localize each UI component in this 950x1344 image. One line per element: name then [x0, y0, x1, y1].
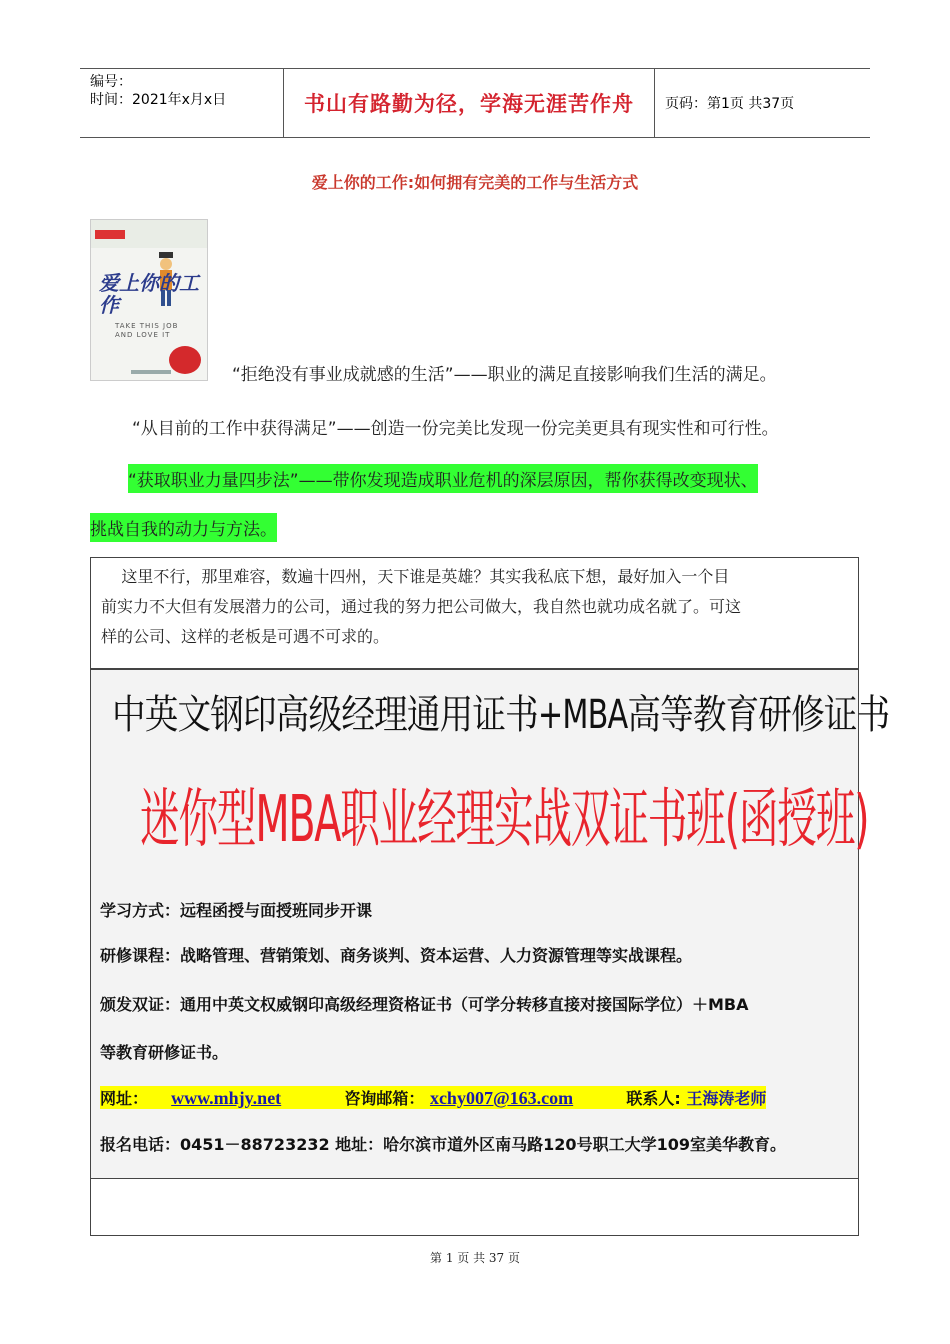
- document-title: 爱上你的工作:如何拥有完美的工作与生活方式: [311, 173, 639, 192]
- quote-text: [101, 562, 853, 652]
- certificate-line-1: 颁发双证：通用中英文权威钢印高级经理资格证书（可学分转移直接对接国际学位）＋MBA: [100, 995, 749, 1014]
- motto-text: 书山有路勤为径，学海无涯苦作舟: [304, 91, 634, 116]
- email-link[interactable]: xchy007@163.com: [429, 1088, 574, 1108]
- website-link[interactable]: www.mhjy.net: [171, 1088, 282, 1108]
- quote-line-3: 样的公司、这样的老板是可遇不可求的。: [101, 627, 390, 646]
- number-label: 编号：: [90, 74, 132, 90]
- book-red-tag: [95, 230, 125, 239]
- paragraph-4-highlight: 挑战自我的动力与方法。: [90, 513, 277, 542]
- book-cn-title: 爱上你的工作: [99, 271, 199, 317]
- header-table: [80, 68, 870, 138]
- time-label: 时间：2021年x月x日: [90, 92, 227, 108]
- book-en-title: TAKE THIS JOB AND LOVE IT: [115, 322, 179, 339]
- study-mode: 学习方式：远程函授与面授班同步开课: [100, 901, 373, 920]
- header-page-cell: [655, 69, 870, 137]
- book-red-seal: [169, 346, 201, 374]
- ad-banner-certificates: 中英文钢印高级经理通用证书+MBA高等教育研修证书: [112, 692, 890, 738]
- ad-banner-mba-class: 迷你型MBA职业经理实战双证书班(函授班): [140, 783, 869, 857]
- contact-label: 联系人:: [626, 1089, 681, 1108]
- page-info: 页码：第1页 共37页: [665, 96, 795, 112]
- courses: 研修课程：战略管理、营销策划、商务谈判、资本运营、人力资源管理等实战课程。: [100, 946, 693, 965]
- contact-row: [100, 1086, 766, 1109]
- phone-address: 报名电话：0451－88723232 地址：哈尔滨市道外区南马路120号职工大学109室美华教育。: [100, 1135, 786, 1154]
- quote-box: [90, 557, 859, 669]
- header-meta-cell: [80, 69, 284, 137]
- paragraph-1: “拒绝没有事业成就感的生活”——职业的满足直接影响我们生活的满足。: [232, 365, 777, 385]
- book-publisher-mark: [131, 370, 171, 374]
- certificate-line-2: 等教育研修证书。: [100, 1043, 229, 1062]
- quote-line-1: 这里不行，那里难容，数遍十四州，天下谁是英雄？其实我私底下想，最好加入一个目: [101, 567, 730, 586]
- page-footer: 第 1 页 共 37 页: [430, 1251, 520, 1265]
- header-motto-cell: [284, 69, 655, 137]
- empty-box: [90, 1178, 859, 1236]
- email-label: 咨询邮箱：: [344, 1089, 425, 1108]
- paragraph-3-highlight: “获取职业力量四步法”——带你发现造成职业危机的深层原因，帮你获得改变现状、: [128, 464, 758, 493]
- paragraph-2: “从目前的工作中获得满足”——创造一份完美比发现一份完美更具有现实性和可行性。: [132, 419, 779, 439]
- contact-name: 王海涛老师: [686, 1089, 767, 1108]
- quote-line-2: 前实力不大但有发展潜力的公司，通过我的努力把公司做大，我自然也就功成名就了。可这: [101, 597, 742, 616]
- website-label: 网址：: [100, 1089, 149, 1108]
- book-cover-image: [90, 219, 208, 381]
